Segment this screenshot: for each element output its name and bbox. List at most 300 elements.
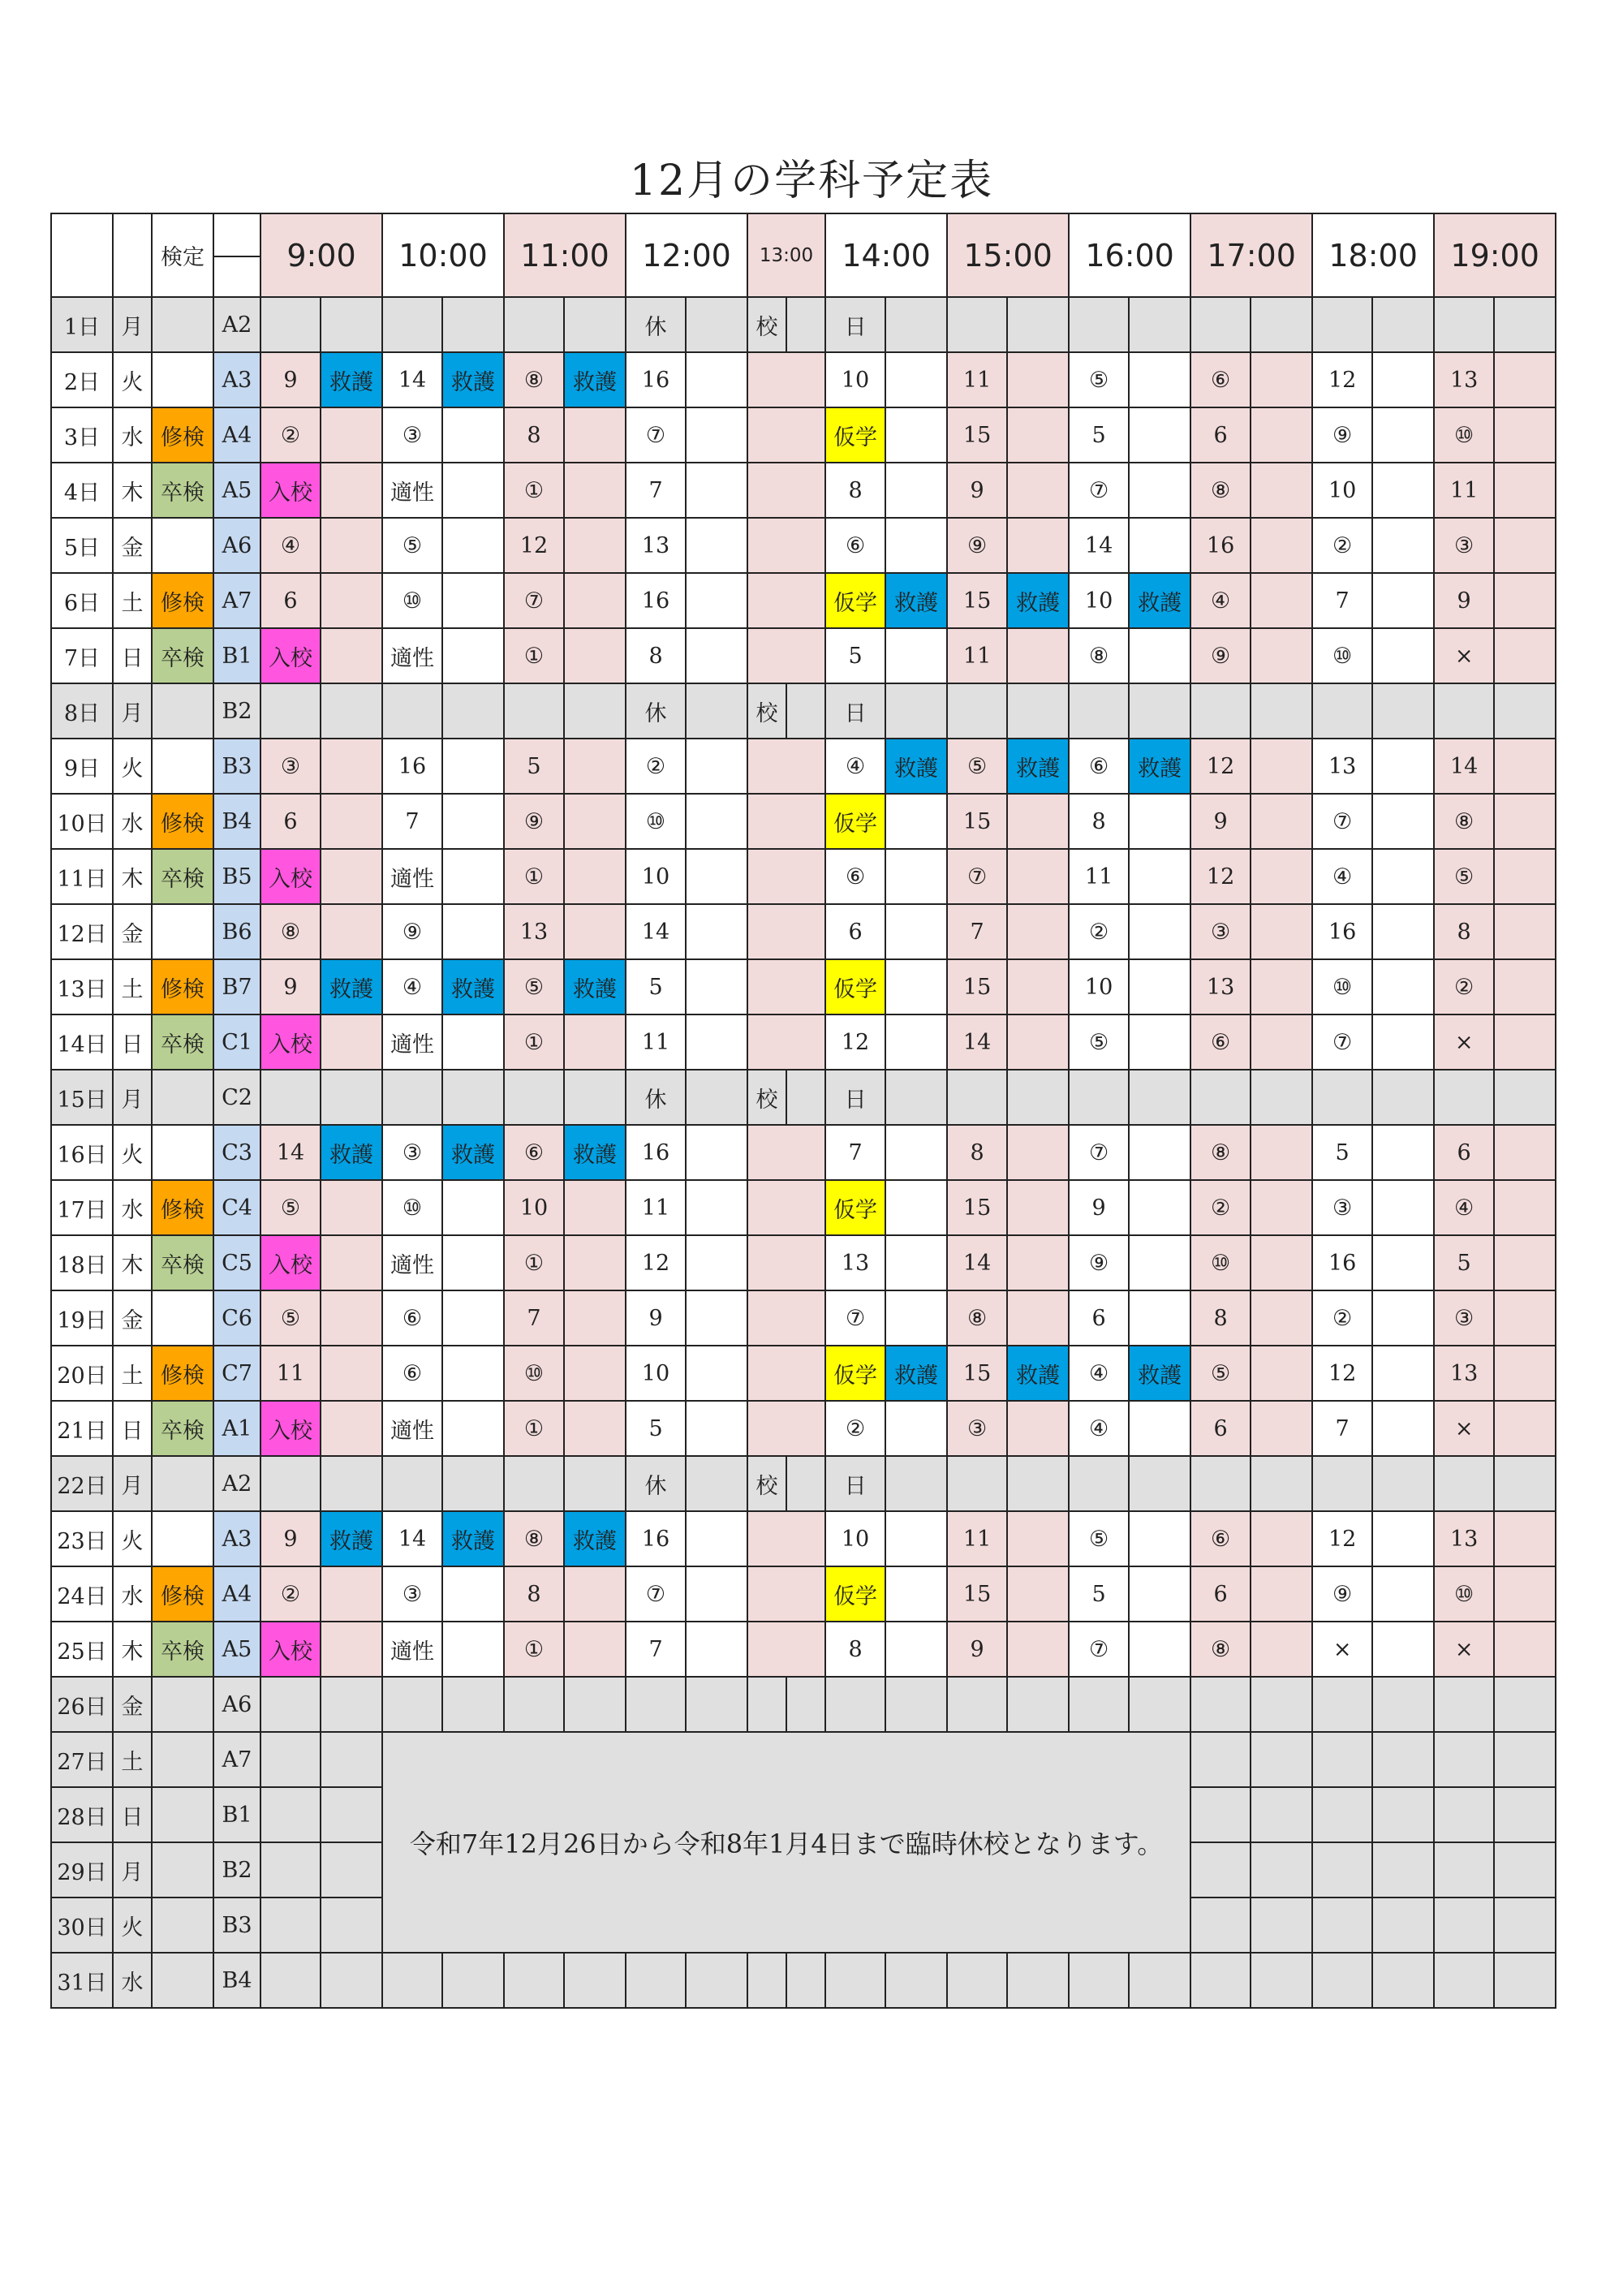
slot-cell bbox=[1251, 1566, 1312, 1622]
slot-cell bbox=[442, 683, 504, 739]
slot-cell bbox=[747, 1235, 825, 1290]
slot-cell bbox=[885, 1677, 947, 1732]
slot-cell: 7 bbox=[1312, 573, 1372, 628]
slot-cell bbox=[1007, 1070, 1069, 1125]
slot-cell bbox=[1372, 794, 1434, 849]
slot-cell: 救護 bbox=[564, 352, 626, 407]
slot-cell: 適性 bbox=[382, 1401, 442, 1456]
slot-cell bbox=[1129, 849, 1190, 904]
header-kentei: 検定 bbox=[152, 213, 213, 297]
slot-cell bbox=[564, 573, 626, 628]
slot-cell: ② bbox=[1312, 1290, 1372, 1346]
slot-cell: 仮学 bbox=[825, 1566, 885, 1622]
slot-cell bbox=[1069, 297, 1129, 352]
slot-cell bbox=[1251, 1898, 1312, 1953]
slot-cell bbox=[1251, 739, 1312, 794]
slot-cell bbox=[1251, 1622, 1312, 1677]
slot-cell bbox=[321, 573, 382, 628]
day-cell: 5日 bbox=[51, 518, 113, 573]
slot-cell: 5 bbox=[825, 628, 885, 683]
class-code-cell: C1 bbox=[213, 1014, 260, 1070]
slot-cell: ⑤ bbox=[1190, 1346, 1251, 1401]
weekday-cell: 土 bbox=[113, 959, 152, 1014]
slot-cell bbox=[747, 1125, 825, 1180]
slot-cell bbox=[1312, 1787, 1372, 1842]
slot-cell: 14 bbox=[947, 1235, 1007, 1290]
time-header-15: 15:00 bbox=[947, 213, 1069, 297]
slot-cell bbox=[686, 352, 747, 407]
slot-cell bbox=[786, 683, 825, 739]
slot-cell: 8 bbox=[1069, 794, 1129, 849]
slot-cell: 入校 bbox=[260, 628, 321, 683]
slot-cell bbox=[1129, 352, 1190, 407]
slot-cell: 12 bbox=[1312, 1346, 1372, 1401]
slot-cell bbox=[1494, 849, 1556, 904]
slot-cell bbox=[747, 573, 825, 628]
slot-cell bbox=[947, 1953, 1007, 2008]
weekday-cell: 土 bbox=[113, 573, 152, 628]
slot-cell bbox=[1007, 959, 1069, 1014]
time-header-19: 19:00 bbox=[1434, 213, 1556, 297]
time-header-14: 14:00 bbox=[825, 213, 947, 297]
slot-cell: ⑥ bbox=[504, 1125, 564, 1180]
slot-cell bbox=[442, 1070, 504, 1125]
time-header-16: 16:00 bbox=[1069, 213, 1190, 297]
slot-cell bbox=[1434, 1842, 1494, 1898]
slot-cell: 救護 bbox=[442, 959, 504, 1014]
slot-cell bbox=[1251, 1787, 1312, 1842]
weekday-cell: 木 bbox=[113, 1235, 152, 1290]
slot-cell bbox=[885, 407, 947, 463]
table-row bbox=[51, 407, 1556, 463]
slot-cell: 14 bbox=[382, 352, 442, 407]
slot-cell: ⑩ bbox=[1190, 1235, 1251, 1290]
slot-cell bbox=[1494, 1898, 1556, 1953]
slot-cell: 適性 bbox=[382, 463, 442, 518]
time-header-11: 11:00 bbox=[504, 213, 626, 297]
slot-cell bbox=[1372, 1898, 1434, 1953]
slot-cell: 5 bbox=[1069, 407, 1129, 463]
slot-cell bbox=[1190, 1070, 1251, 1125]
slot-cell bbox=[1129, 297, 1190, 352]
slot-cell: 5 bbox=[1069, 1566, 1129, 1622]
slot-cell: ① bbox=[504, 1014, 564, 1070]
slot-cell: 救護 bbox=[885, 1346, 947, 1401]
slot-cell: 15 bbox=[947, 794, 1007, 849]
header-row bbox=[51, 213, 1556, 297]
slot-cell: ⑦ bbox=[1069, 463, 1129, 518]
slot-cell: ④ bbox=[825, 739, 885, 794]
weekday-cell: 木 bbox=[113, 463, 152, 518]
slot-cell: 5 bbox=[626, 959, 686, 1014]
slot-cell: 13 bbox=[1434, 352, 1494, 407]
slot-cell bbox=[564, 1622, 626, 1677]
weekday-cell: 金 bbox=[113, 518, 152, 573]
header-blank-weekday bbox=[113, 213, 152, 297]
day-cell: 3日 bbox=[51, 407, 113, 463]
slot-cell bbox=[686, 1566, 747, 1622]
table-row bbox=[51, 1014, 1556, 1070]
slot-cell: 5 bbox=[1434, 1235, 1494, 1290]
slot-cell bbox=[504, 1677, 564, 1732]
class-code-cell: C6 bbox=[213, 1290, 260, 1346]
slot-cell: 15 bbox=[947, 407, 1007, 463]
slot-cell: 9 bbox=[260, 352, 321, 407]
weekday-cell: 日 bbox=[113, 1401, 152, 1456]
slot-cell bbox=[1434, 1456, 1494, 1511]
class-code-cell: A7 bbox=[213, 573, 260, 628]
slot-cell: 10 bbox=[1312, 463, 1372, 518]
slot-cell bbox=[747, 407, 825, 463]
class-code-cell: C7 bbox=[213, 1346, 260, 1401]
slot-cell bbox=[885, 1566, 947, 1622]
slot-cell bbox=[260, 1787, 321, 1842]
slot-cell bbox=[1372, 1787, 1434, 1842]
slot-cell: ② bbox=[1190, 1180, 1251, 1235]
slot-cell bbox=[686, 297, 747, 352]
slot-cell bbox=[686, 1346, 747, 1401]
slot-cell: 救護 bbox=[564, 1511, 626, 1566]
slot-cell bbox=[1251, 1511, 1312, 1566]
day-cell: 2日 bbox=[51, 352, 113, 407]
weekday-cell: 金 bbox=[113, 904, 152, 959]
slot-cell bbox=[1007, 1290, 1069, 1346]
slot-cell: 13 bbox=[1312, 739, 1372, 794]
slot-cell: 6 bbox=[1190, 407, 1251, 463]
day-cell: 8日 bbox=[51, 683, 113, 739]
slot-cell bbox=[1372, 1842, 1434, 1898]
slot-cell: 5 bbox=[1312, 1125, 1372, 1180]
slot-cell: 13 bbox=[1434, 1346, 1494, 1401]
slot-cell bbox=[885, 297, 947, 352]
weekday-cell: 土 bbox=[113, 1346, 152, 1401]
slot-cell: 16 bbox=[1312, 1235, 1372, 1290]
slot-cell bbox=[321, 1953, 382, 2008]
slot-cell bbox=[442, 1401, 504, 1456]
class-code-cell: A1 bbox=[213, 1401, 260, 1456]
table-row bbox=[51, 297, 1556, 352]
slot-cell: ③ bbox=[947, 1401, 1007, 1456]
slot-cell bbox=[1007, 1953, 1069, 2008]
slot-cell: ⑦ bbox=[1069, 1125, 1129, 1180]
slot-cell: ① bbox=[504, 1235, 564, 1290]
slot-cell bbox=[885, 352, 947, 407]
slot-cell bbox=[1372, 739, 1434, 794]
slot-cell: ⑥ bbox=[382, 1290, 442, 1346]
slot-cell: 12 bbox=[1190, 849, 1251, 904]
slot-cell bbox=[686, 628, 747, 683]
class-code-cell: B1 bbox=[213, 1787, 260, 1842]
slot-cell: 11 bbox=[260, 1346, 321, 1401]
day-cell: 27日 bbox=[51, 1732, 113, 1787]
day-cell: 15日 bbox=[51, 1070, 113, 1125]
slot-cell: ⑤ bbox=[947, 739, 1007, 794]
slot-cell bbox=[686, 1180, 747, 1235]
slot-cell bbox=[1494, 1511, 1556, 1566]
slot-cell: 6 bbox=[260, 573, 321, 628]
slot-cell: 11 bbox=[626, 1180, 686, 1235]
kentei-cell: 卒検 bbox=[152, 849, 213, 904]
slot-cell bbox=[1251, 959, 1312, 1014]
slot-cell bbox=[1494, 904, 1556, 959]
slot-cell bbox=[321, 1401, 382, 1456]
kentei-cell bbox=[152, 1842, 213, 1898]
slot-cell bbox=[1007, 904, 1069, 959]
slot-cell bbox=[1312, 1953, 1372, 2008]
slot-cell bbox=[1129, 904, 1190, 959]
slot-cell bbox=[321, 1677, 382, 1732]
slot-cell: ⑧ bbox=[504, 1511, 564, 1566]
slot-cell: 13 bbox=[1434, 1511, 1494, 1566]
slot-cell: 校 bbox=[747, 1070, 786, 1125]
slot-cell bbox=[442, 573, 504, 628]
slot-cell bbox=[1494, 1125, 1556, 1180]
slot-cell: 8 bbox=[947, 1125, 1007, 1180]
slot-cell bbox=[504, 1953, 564, 2008]
kentei-cell bbox=[152, 1511, 213, 1566]
slot-cell: × bbox=[1434, 628, 1494, 683]
day-cell: 14日 bbox=[51, 1014, 113, 1070]
header-blank-day bbox=[51, 213, 113, 297]
slot-cell bbox=[1494, 1180, 1556, 1235]
slot-cell: ⑨ bbox=[1312, 1566, 1372, 1622]
slot-cell: 8 bbox=[626, 628, 686, 683]
slot-cell bbox=[321, 1070, 382, 1125]
slot-cell bbox=[321, 904, 382, 959]
slot-cell: 14 bbox=[626, 904, 686, 959]
slot-cell bbox=[1494, 1235, 1556, 1290]
slot-cell bbox=[1494, 683, 1556, 739]
slot-cell: 救護 bbox=[321, 352, 382, 407]
slot-cell bbox=[747, 1346, 825, 1401]
slot-cell bbox=[564, 1290, 626, 1346]
slot-cell bbox=[1494, 1401, 1556, 1456]
slot-cell bbox=[260, 1953, 321, 2008]
slot-cell bbox=[442, 628, 504, 683]
table-row bbox=[51, 463, 1556, 518]
slot-cell bbox=[564, 1677, 626, 1732]
slot-cell: 入校 bbox=[260, 1401, 321, 1456]
class-code-cell: B7 bbox=[213, 959, 260, 1014]
slot-cell: 13 bbox=[626, 518, 686, 573]
slot-cell bbox=[1007, 1622, 1069, 1677]
weekday-cell: 火 bbox=[113, 1511, 152, 1566]
day-cell: 25日 bbox=[51, 1622, 113, 1677]
slot-cell: 8 bbox=[1190, 1290, 1251, 1346]
slot-cell bbox=[1494, 297, 1556, 352]
slot-cell bbox=[442, 297, 504, 352]
slot-cell bbox=[1312, 1677, 1372, 1732]
slot-cell bbox=[442, 1290, 504, 1346]
slot-cell bbox=[442, 1346, 504, 1401]
table-row bbox=[51, 739, 1556, 794]
day-cell: 11日 bbox=[51, 849, 113, 904]
slot-cell bbox=[947, 1070, 1007, 1125]
table-row bbox=[51, 573, 1556, 628]
slot-cell bbox=[885, 463, 947, 518]
table-row bbox=[51, 1346, 1556, 1401]
day-cell: 4日 bbox=[51, 463, 113, 518]
slot-cell bbox=[686, 849, 747, 904]
slot-cell bbox=[1007, 794, 1069, 849]
slot-cell bbox=[786, 1953, 825, 2008]
slot-cell bbox=[1190, 1953, 1251, 2008]
slot-cell bbox=[1007, 683, 1069, 739]
slot-cell: 6 bbox=[1069, 1290, 1129, 1346]
slot-cell bbox=[686, 1014, 747, 1070]
slot-cell: 6 bbox=[1190, 1566, 1251, 1622]
slot-cell bbox=[1251, 683, 1312, 739]
slot-cell: 仮学 bbox=[825, 959, 885, 1014]
slot-cell: ④ bbox=[382, 959, 442, 1014]
slot-cell bbox=[1129, 1401, 1190, 1456]
slot-cell: 仮学 bbox=[825, 407, 885, 463]
slot-cell: ⑤ bbox=[1069, 1014, 1129, 1070]
slot-cell bbox=[442, 518, 504, 573]
slot-cell: 救護 bbox=[442, 352, 504, 407]
slot-cell bbox=[1372, 1677, 1434, 1732]
slot-cell: 救護 bbox=[564, 1125, 626, 1180]
slot-cell: 入校 bbox=[260, 1014, 321, 1070]
day-cell: 13日 bbox=[51, 959, 113, 1014]
time-header-10: 10:00 bbox=[382, 213, 504, 297]
slot-cell: 12 bbox=[1312, 352, 1372, 407]
slot-cell: 10 bbox=[1069, 573, 1129, 628]
slot-cell: 16 bbox=[626, 352, 686, 407]
table-row bbox=[51, 1456, 1556, 1511]
day-cell: 30日 bbox=[51, 1898, 113, 1953]
slot-cell bbox=[1251, 407, 1312, 463]
slot-cell: 校 bbox=[747, 297, 786, 352]
slot-cell bbox=[747, 1677, 786, 1732]
slot-cell: ⑤ bbox=[260, 1290, 321, 1346]
slot-cell bbox=[1312, 1898, 1372, 1953]
slot-cell: 7 bbox=[626, 463, 686, 518]
slot-cell: 救護 bbox=[1129, 573, 1190, 628]
slot-cell bbox=[1372, 1070, 1434, 1125]
slot-cell: 13 bbox=[1190, 959, 1251, 1014]
slot-cell bbox=[564, 1456, 626, 1511]
slot-cell bbox=[442, 463, 504, 518]
slot-cell bbox=[1494, 518, 1556, 573]
class-code-cell: A6 bbox=[213, 1677, 260, 1732]
page-title: 12月の学科予定表 bbox=[629, 157, 994, 205]
weekday-cell: 日 bbox=[113, 1014, 152, 1070]
slot-cell bbox=[564, 1953, 626, 2008]
slot-cell bbox=[1129, 1014, 1190, 1070]
slot-cell: ⑩ bbox=[382, 573, 442, 628]
slot-cell: ⑨ bbox=[1190, 628, 1251, 683]
slot-cell bbox=[1129, 1953, 1190, 2008]
table-row bbox=[51, 628, 1556, 683]
slot-cell: 仮学 bbox=[825, 794, 885, 849]
slot-cell: 9 bbox=[947, 463, 1007, 518]
kentei-cell bbox=[152, 1456, 213, 1511]
slot-cell: ⑩ bbox=[382, 1180, 442, 1235]
slot-cell: 16 bbox=[1312, 904, 1372, 959]
slot-cell bbox=[1251, 1953, 1312, 2008]
slot-cell bbox=[885, 1953, 947, 2008]
time-header-9: 9:00 bbox=[260, 213, 382, 297]
weekday-cell: 土 bbox=[113, 1732, 152, 1787]
slot-cell bbox=[786, 1070, 825, 1125]
kentei-cell bbox=[152, 1070, 213, 1125]
slot-cell bbox=[1494, 1566, 1556, 1622]
slot-cell: 12 bbox=[626, 1235, 686, 1290]
slot-cell bbox=[564, 297, 626, 352]
weekday-cell: 火 bbox=[113, 739, 152, 794]
slot-cell bbox=[442, 1566, 504, 1622]
slot-cell: ① bbox=[504, 628, 564, 683]
slot-cell bbox=[686, 518, 747, 573]
slot-cell bbox=[1372, 297, 1434, 352]
kentei-cell: 卒検 bbox=[152, 1622, 213, 1677]
slot-cell bbox=[1372, 573, 1434, 628]
slot-cell bbox=[321, 739, 382, 794]
table-row bbox=[51, 1677, 1556, 1732]
slot-cell: 仮学 bbox=[825, 1180, 885, 1235]
class-code-cell: B1 bbox=[213, 628, 260, 683]
slot-cell: ⑦ bbox=[1312, 794, 1372, 849]
slot-cell bbox=[1372, 959, 1434, 1014]
slot-cell bbox=[686, 904, 747, 959]
weekday-cell: 日 bbox=[113, 628, 152, 683]
table-row bbox=[51, 1401, 1556, 1456]
table-row bbox=[51, 1125, 1556, 1180]
slot-cell bbox=[947, 683, 1007, 739]
slot-cell bbox=[321, 1346, 382, 1401]
slot-cell: 休 bbox=[626, 1070, 686, 1125]
class-code-cell: A6 bbox=[213, 518, 260, 573]
slot-cell bbox=[686, 794, 747, 849]
slot-cell bbox=[1251, 352, 1312, 407]
table-row bbox=[51, 352, 1556, 407]
slot-cell bbox=[564, 683, 626, 739]
slot-cell bbox=[1069, 1677, 1129, 1732]
time-header-17: 17:00 bbox=[1190, 213, 1312, 297]
table-row bbox=[51, 1732, 1556, 1787]
slot-cell: ② bbox=[260, 407, 321, 463]
slot-cell bbox=[947, 297, 1007, 352]
slot-cell bbox=[1372, 628, 1434, 683]
day-cell: 12日 bbox=[51, 904, 113, 959]
schedule-table bbox=[50, 213, 1556, 2009]
slot-cell bbox=[321, 463, 382, 518]
slot-cell: 適性 bbox=[382, 628, 442, 683]
slot-cell bbox=[1251, 1014, 1312, 1070]
kentei-cell bbox=[152, 297, 213, 352]
slot-cell bbox=[1069, 1456, 1129, 1511]
slot-cell bbox=[442, 904, 504, 959]
slot-cell bbox=[1372, 1622, 1434, 1677]
slot-cell: 11 bbox=[626, 1014, 686, 1070]
slot-cell: ⑧ bbox=[1190, 463, 1251, 518]
class-code-cell: B4 bbox=[213, 794, 260, 849]
kentei-cell bbox=[152, 1732, 213, 1787]
slot-cell: ② bbox=[626, 739, 686, 794]
slot-cell bbox=[1434, 683, 1494, 739]
day-cell: 31日 bbox=[51, 1953, 113, 2008]
day-cell: 22日 bbox=[51, 1456, 113, 1511]
slot-cell: 休 bbox=[626, 297, 686, 352]
day-cell: 10日 bbox=[51, 794, 113, 849]
slot-cell bbox=[1434, 1070, 1494, 1125]
slot-cell bbox=[382, 1953, 442, 2008]
slot-cell bbox=[947, 1456, 1007, 1511]
slot-cell bbox=[1494, 794, 1556, 849]
slot-cell: 救護 bbox=[1007, 1346, 1069, 1401]
slot-cell: × bbox=[1312, 1622, 1372, 1677]
